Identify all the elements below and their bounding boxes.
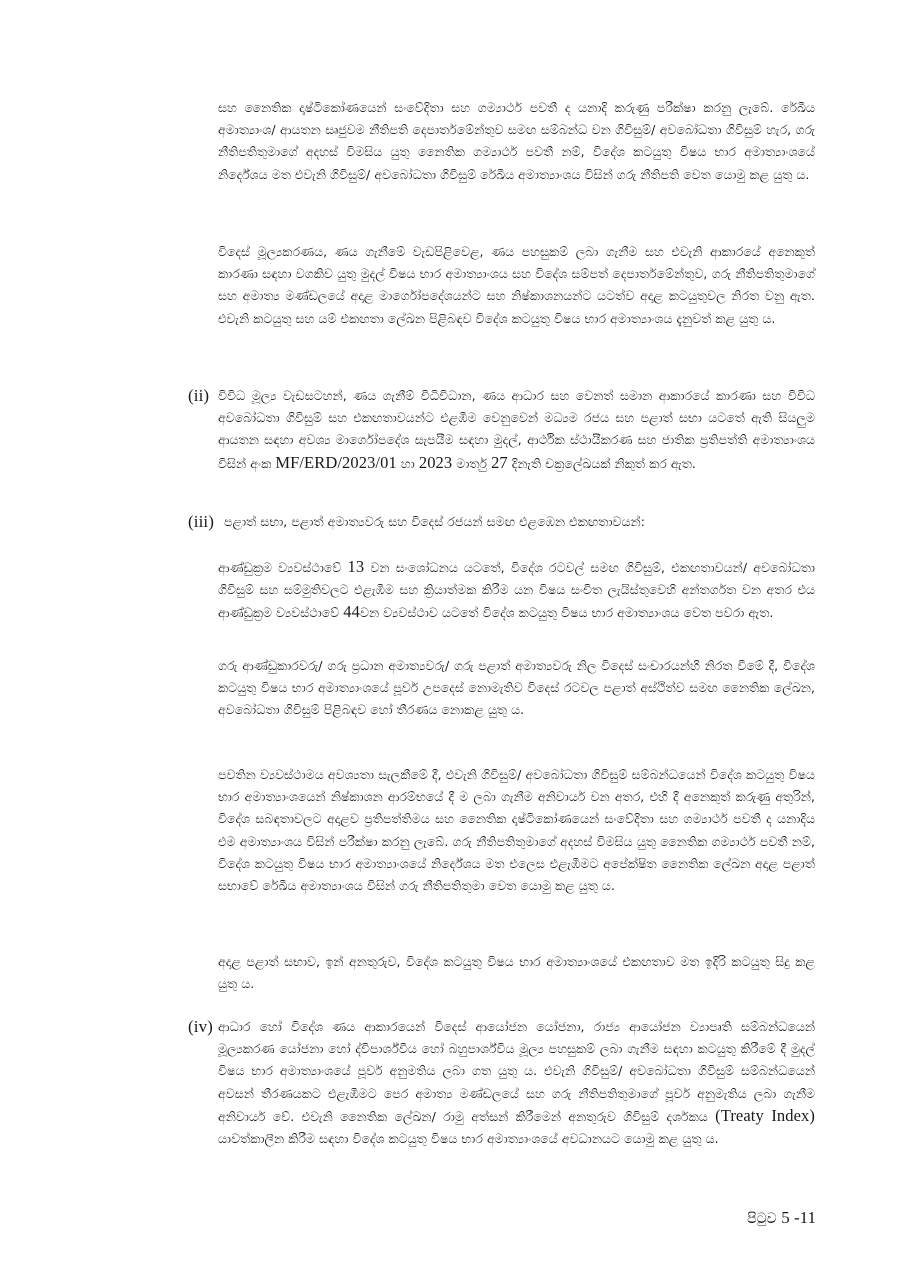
circular-year: 2023 — [418, 452, 453, 472]
item-text: දිනැති චක්‍රලේඛයක් නිකුත් කර ඇත. — [507, 455, 696, 471]
page-footer — [747, 1208, 816, 1228]
treaty-index-term: (Treaty Index) — [715, 1105, 815, 1125]
item-text: ආධාර හෝ විදේශ ණය ආකාරයෙන් විදෙස් ආයෝජන යෝජනා, රාජ්‍ය ආයෝජන ව්‍යාපෘති සම්බන්ධයෙන් මූල්‍යකරණ යෝජනා හෝ ද්විපාර්ශ්වීය හෝ බහුපාර්ශ්වීය මූල්‍ය පහසුකම් ලබා ගැනීම සඳහා කටයුතු කිරීමේ දී මුදල් විෂය භාර අමාත්‍යාංශයේ පූර්ව අනුමතිය ලබා ගත යුතු ය. එවැනි ගිවිසුම්/ අවබෝධතා ගිවිසුම් සම්බන්ධයෙන් අවසන් තීරණයකට එළැඹීමට පෙර අමාත්‍ය මණ්ඩලයේ සහ ගරු නීතිපතිතුමාගේ පූර්ව අනුමැතිය ලබා ගැනීම අනිවාර්ය වේ. එවැනි නෛතික ලේඛන/ රාමු අත්සන් කිරීමෙන් අනතුරුව ගිවිසුම් දර්ශකය — [218, 1019, 815, 1124]
item-text: මාර්තු — [452, 455, 492, 471]
item-paragraph: පවතින ව්‍යවස්ථාමය අවශ්‍යතා සැලකීමේ දී, එවැනි ගිවිසුම්/ අවබෝධතා ගිවිසුම් සම්බන්ධයෙන් විදේශ කටයුතු විෂය භාර අමාත්‍යාංශයෙන් නිෂ්කාශන ආරම්භයේ දී ම ලබා ගැනීම අනිවාර්ය වන අතර, එහි දී අනෙකුත් කරුණු අතුරින්, විදේශ සබඳතාවලට අදාළව ප්‍රතිපත්තිමය සහ නෛතික දෘෂ්ටිකෝණයෙන් සංවේදිතා සහ ගම්‍යාර්ථ පවතී ද යනාදිය එම අමාත්‍යාංශය විසින් පරීක්ෂා කරනු ලැබේ. ගරු නීතිපතිතුමාගේ අදහස් විමසිය යුතු නෛතික ගම්‍යාර්ථ පවතී නම්, විදේශ කටයුතු විෂය භාර අමාත්‍යාංශයේ නිර්දේශය මත එලෙස එළැඹීමට අපේක්ෂිත නෛතික ලේඛන අදාළ පළාත් සභාවේ රේඛීය අමාත්‍යාංශය විසින් ගරු නීතිපතිතුමා වෙත යොමු කළ යුතු ය. — [218, 767, 815, 894]
item-label: (iv) — [188, 1017, 213, 1036]
item-paragraph: ගරු ආණ්ඩුකාරවරු/ ගරු ප්‍රධාන අමාත්‍යවරු/ ගරු පළාත් අමාත්‍යවරු නිල විදෙස් සංචාරයන්හි නිරත වීමේ දී, විදේශ කටයුතු විෂය භාර අමාත්‍යාංශයේ පූර්ව උපදෙස් නොමැතිව විදෙස් රටවල පළාත් අස්ථිත්ව සමඟ නෛතික ලේඛන, අවබෝධතා ගිවිසුම් පිළිබඳව හෝ තීරණය නොකළ යුතු ය. — [218, 658, 815, 718]
item-text: ආණ්ඩුක්‍රම ව්‍යවස්ථාවේ — [218, 560, 348, 575]
paragraph-foreign-financing: විදෙස් මූල්‍යකරණය, ණය ගැනීමේ වැඩපිළිවෙළ, ණය පහසුකම් ලබා ගැනීම සහ එවැනි ආකාරයේ අනෙකුත් කාරණා සඳහා වගකිව යුතු මුදල් විෂය භාර අමාත්‍යාංශය සහ විදේශ සම්පත් දෙපාර්තමේන්තුව, ගරු නීතිපතිතුමාගේ සහ අමාත්‍ය මණ්ඩලයේ අදාළ මාර්ගෝපදේශයන්ට සහ නිෂ්කාශනයන්ට යටත්ව අදාළ කටයුතුවල නිරත වනු ඇත. එවැනි කටයුතු සහ යම් එකඟතා ලේඛන පිළිබඳව විදේශ කටයුතු විෂය භාර අමාත්‍යාංශය දැනුවත් කළ යුතු ය. — [218, 244, 815, 326]
list-item-ii — [188, 385, 815, 495]
item-body — [218, 385, 815, 475]
item-paragraph — [218, 556, 815, 625]
item-text: වන සංශෝධනය යටතේ, විදේශ රටවල් සමඟ ගිවිසුම්, එකඟතාවයන්/ අවබෝධතා ගිවිසුම් සහ සම්මුතිවලට එළැඹීම සහ ක්‍රියාත්මක කිරීම යන විෂය සංචිත ලැයිස්තුවෙහි අන්තර්ගත වන අතර එය ආණ්ඩුක්‍රම ව්‍යවස්ථාවේ — [218, 560, 815, 621]
item-text: වන ව්‍යවස්ථාව යටතේ විදේශ කටයුතු විෂය භාර අමාත්‍යාංශය වෙත පවරා ඇත. — [359, 605, 774, 621]
page-word: පිටුව — [747, 1211, 777, 1227]
item-body — [218, 1016, 815, 1150]
article-number: 44 — [343, 602, 360, 622]
page-number: 5 -11 — [781, 1208, 816, 1227]
circular-day: 27 — [491, 452, 508, 472]
list-item-iii — [188, 511, 815, 991]
item-text: යාවත්කාලීන කිරීම සඳහා විදේශ කටයුතු විෂය භාර අමාත්‍යාංශයේ අවධානයට යොමු කළ යුතු ය. — [218, 1131, 719, 1147]
item-paragraph: අදාළ පළාත් සභාව, ඉන් අනතුරුව, විදේශ කටයුතු විෂය භාර අමාත්‍යාංශයේ එකඟතාව මත ඉදිරි කටයුතු සිදු කළ යුතු ය. — [218, 954, 815, 992]
amendment-number: 13 — [347, 557, 365, 576]
item-label: (iii) — [188, 512, 214, 531]
item-text: විවිධ මූල්‍ය වැඩසටහන්, ණය ගැනීම් විධිවිධාන, ණය ආධාර සහ වෙනත් සමාන ආකාරයේ කාරණා සහ විවිධ අවබෝධතා ගිවිසුම් සහ එකඟතාවයන්ට එළඹීම වෙනුවෙන් මධ්‍යම රජය සහ පළාත් සභා යටතේ ඇති සියලුම ආයතන සඳහා අවශ්‍ය මාර්ගෝපදේශ සැපයීම සඳහා මුදල්, ආර්ථික ස්ථායීකරණ සහ ජාතික ප්‍රතිපත්ති අමාත්‍යාංශය විසින් අංක — [218, 388, 815, 471]
circular-reference: MF/ERD/2023/01 — [275, 452, 397, 472]
item-heading: පළාත් සභා, පළාත් අමාත්‍යවරු සහ විදෙස් රජයන් සමඟ එළඹෙන එකඟතාවයන්: — [224, 514, 645, 529]
item-text: හා — [396, 455, 419, 471]
list-item-iv — [188, 1016, 815, 1196]
paragraph-continuation: සහ නෛතික දෘෂ්ටිකෝණයෙන් සංවේදිතා සහ ගම්‍යාර්ථ පවතී ද යනාදි කරුණු පරීක්ෂා කරනු ලැබේ. රේඛීය අමාත්‍යාංශ/ ආයතන සෘජුවම නීතිපති දෙපාර්තමේන්තුව සමඟ සම්බන්ධ වන ගිවිසුම්/ අවබෝධතා ගිවිසුම් හැර, ගරු නීතිපතිතුමාගේ අදහස් විමසිය යුතු නෛතික ගම්‍යාර්ථ පවතී නම්, විදේශ කටයුතු විෂය භාර අමාත්‍යාංශයේ නිර්දේශය මත එවැනි ගිවිසුම්/ අවබෝධතා ගිවිසුම් රේඛීය අමාත්‍යාංශය විසින් ගරු නීතිපති වෙත යොමු කළ යුතු ය. — [218, 100, 815, 182]
item-label: (ii) — [188, 386, 210, 405]
